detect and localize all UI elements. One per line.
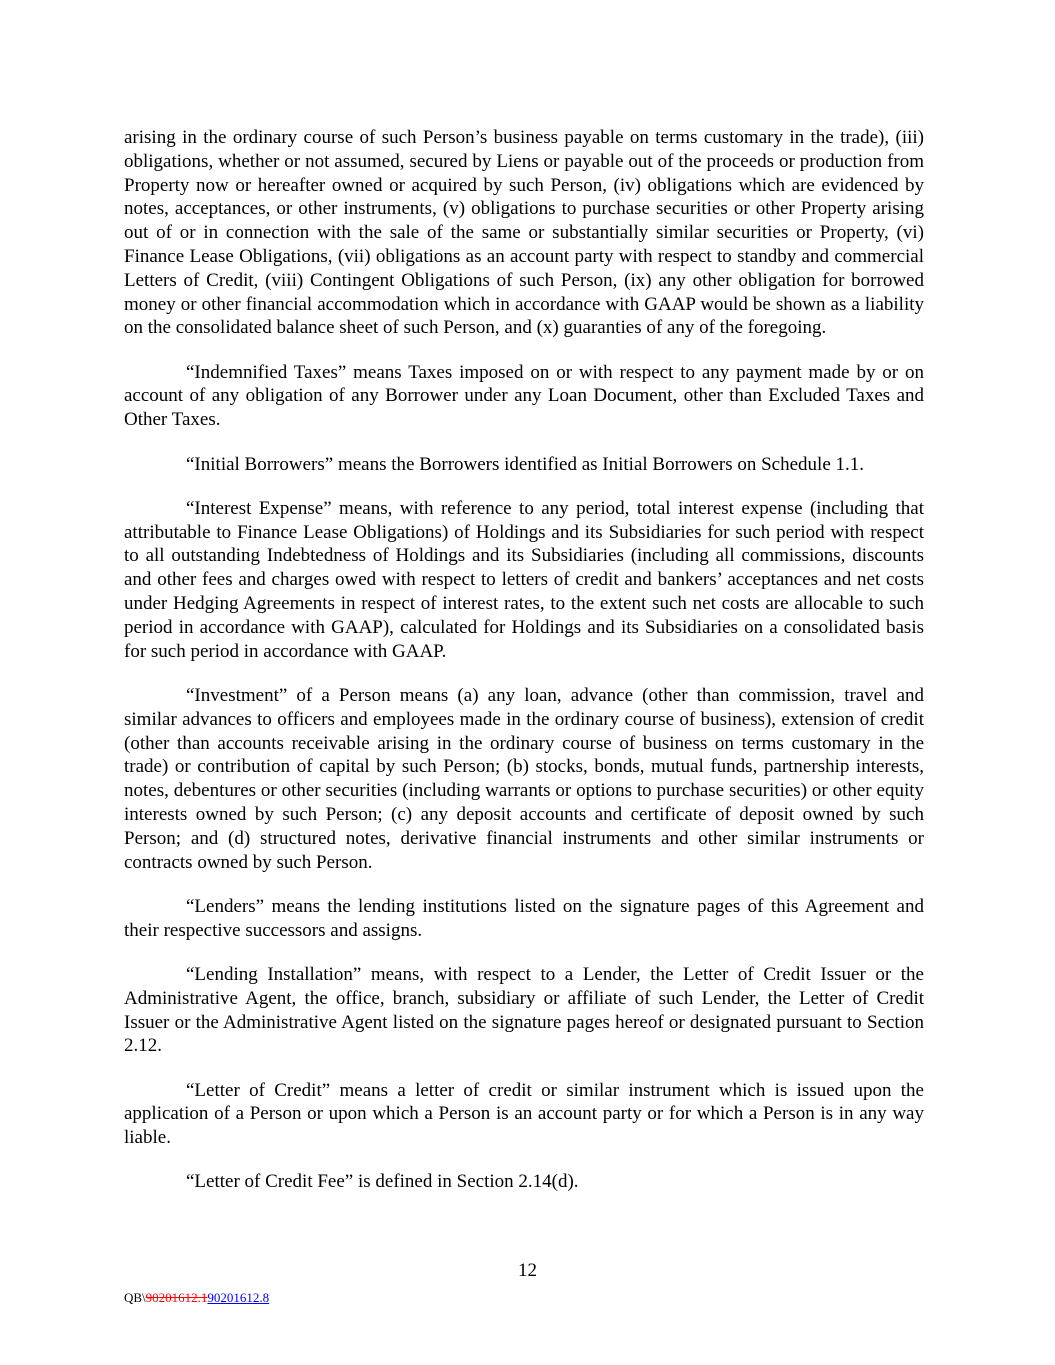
page-number: 12 bbox=[518, 1260, 537, 1281]
document-body bbox=[124, 126, 924, 1215]
paragraph-indemnified-taxes: “Indemnified Taxes” means Taxes imposed on or with respect to any payment made by or on account of any obligation of any Borrower under any Loan Document, other than Excluded Taxes and Other Taxes. bbox=[124, 361, 924, 431]
paragraph-indebtedness-continued: arising in the ordinary course of such Person’s business payable on terms customary in the trade), (iii) obligations, whether or not assumed, secured by Liens or payable out of the proceeds or production from Property now or hereafter owned or acquired by such Person, (iv) obligations which are evidenced by notes, acceptances, or other instruments, (v) obligations to purchase securities or other Property arising out of or in connection with the sale of the same or substantially similar securities or Property, (vi) Finance Lease Obligations, (vii) obligations as an account party with respect to standby and commercial Letters of Credit, (viii) Contingent Obligations of such Person, (ix) any other obligation for borrowed money or other financial accommodation which in accordance with GAAP would be shown as a liability on the consolidated balance sheet of such Person, and (x) guaranties of any of the foregoing. bbox=[124, 127, 924, 339]
document-id-inserted-version: 90201612.8 bbox=[207, 1290, 270, 1305]
paragraph-interest-expense: “Interest Expense” means, with reference to any period, total interest expense (including that attributable to Finance Lease Obligations) of Holdings and its Subsidiaries for such period with respect to all outstanding Indebtedness of Holdings and its Subsidiaries (including all commissions, discounts and other fees and charges owed with respect to letters of credit and bankers’ acceptances and net costs under Hedging Agreements in respect of interest rates, to the extent such net costs are allocable to such period in accordance with GAAP), calculated for Holdings and its Subsidiaries on a consolidated basis for such period in accordance with GAAP. bbox=[124, 497, 924, 662]
document-id bbox=[124, 1290, 269, 1306]
document-id-deleted-version: 90201612.1 bbox=[145, 1290, 208, 1305]
paragraph-initial-borrowers: “Initial Borrowers” means the Borrowers identified as Initial Borrowers on Schedule 1.1. bbox=[186, 453, 865, 475]
paragraph-letter-of-credit-fee: “Letter of Credit Fee” is defined in Section 2.14(d). bbox=[186, 1171, 579, 1193]
paragraph-letter-of-credit: “Letter of Credit” means a letter of credit or similar instrument which is issued upon the application of a Person or upon which a Person is an account party or for which a Person is in any way liable. bbox=[124, 1079, 924, 1149]
paragraph-lending-installation: “Lending Installation” means, with respect to a Lender, the Letter of Credit Issuer or the Administrative Agent, the office, branch, subsidiary or affiliate of such Lender, the Letter of Credit Issuer or the Administrative Agent listed on the signature pages hereof or designated pursuant to Section 2.12. bbox=[124, 963, 924, 1057]
document-id-prefix: QB\ bbox=[124, 1290, 146, 1305]
paragraph-lenders: “Lenders” means the lending institutions listed on the signature pages of this Agreement and their respective successors and assigns. bbox=[124, 895, 924, 941]
paragraph-investment: “Investment” of a Person means (a) any loan, advance (other than commission, travel and similar advances to officers and employees made in the ordinary course of business), extension of credit (other than accounts receivable arising in the ordinary course of business on terms customary in the trade) or contribution of capital by such Person; (b) stocks, bonds, mutual funds, partnership interests, notes, debentures or other securities (including warrants or options to purchase securities) or other equity interests owned by such Person; (c) any deposit accounts and certificate of deposit owned by such Person; and (d) structured notes, derivative financial instruments and other similar instruments or contracts owned by such Person. bbox=[124, 684, 924, 873]
